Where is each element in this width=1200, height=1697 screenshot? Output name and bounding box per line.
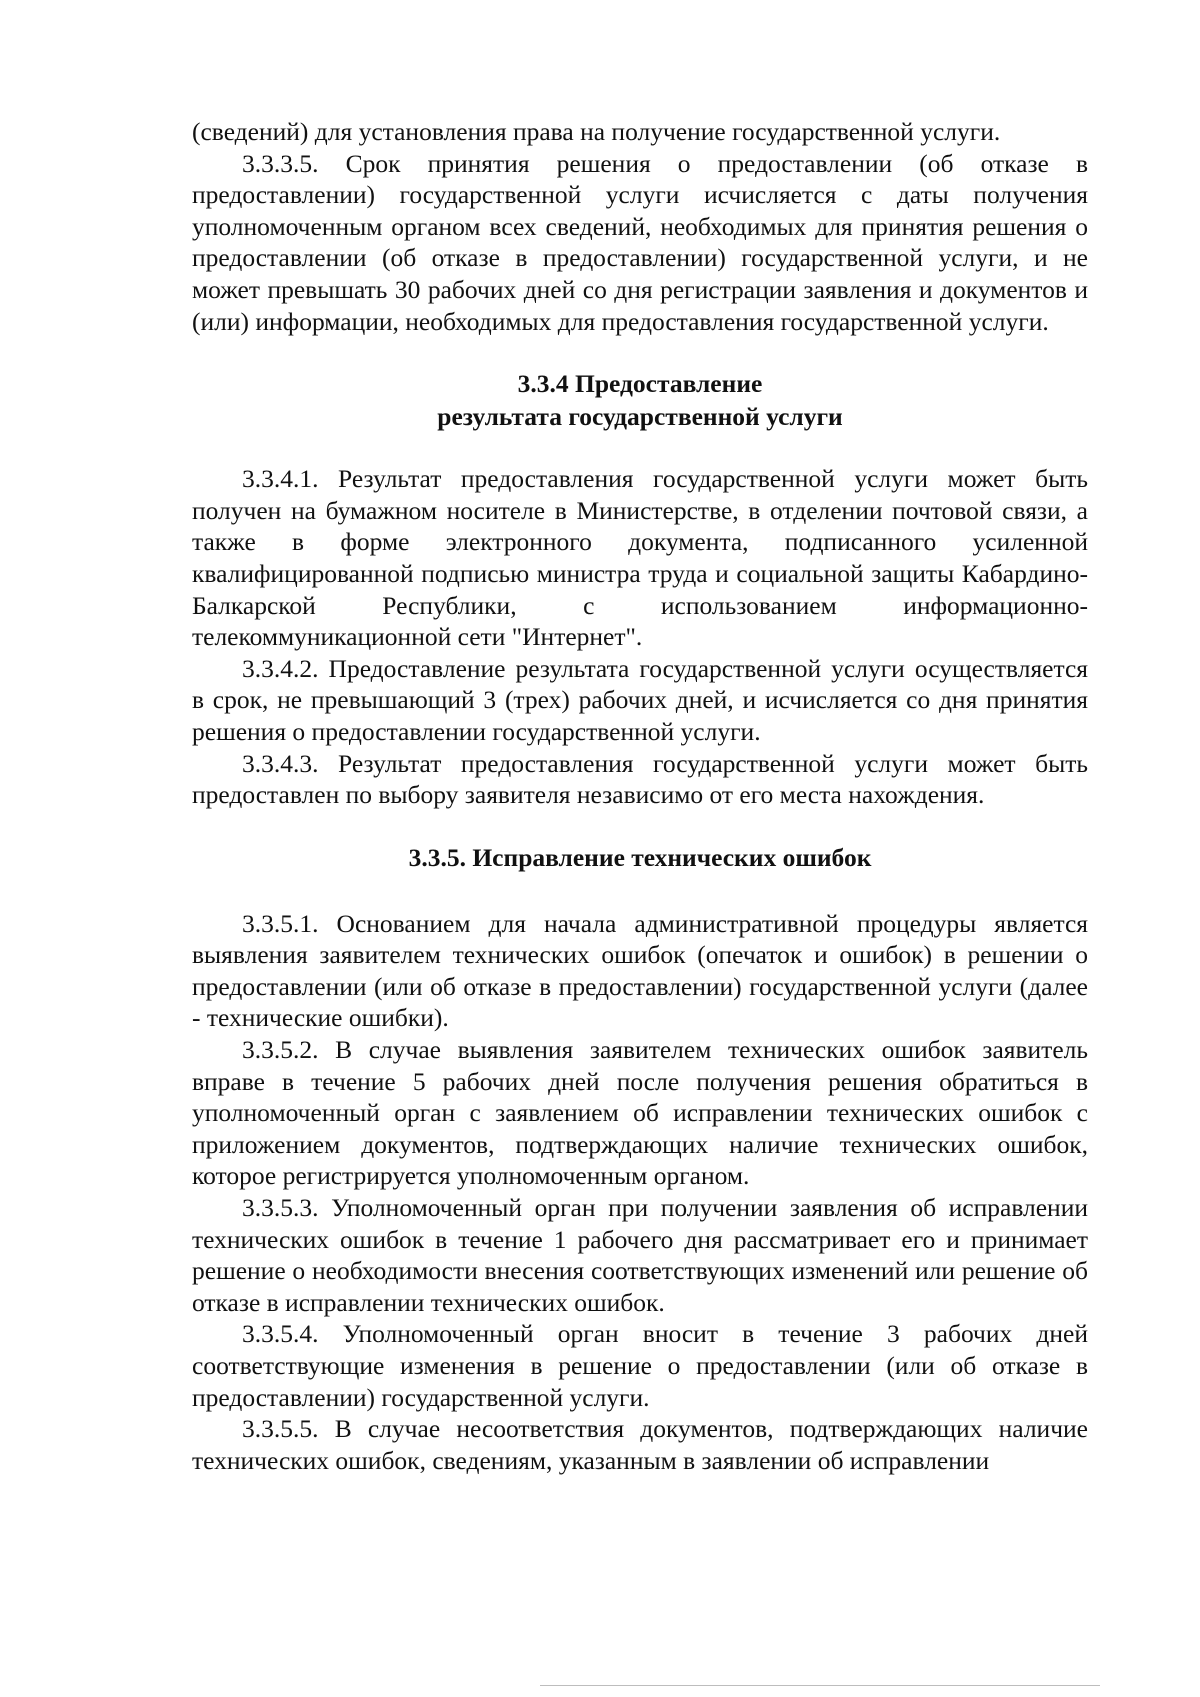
paragraph-3-3-5-4: 3.3.5.4. Уполномоченный орган вносит в течение 3 рабочих дней соответствующие изменения в решение о предоставлении (или об отказе в предоставлении) государственной услуги. bbox=[192, 1319, 1088, 1412]
paragraph-3-3-3-5: 3.3.3.5. Срок принятия решения о предоставлении (об отказе в предоставлении) государственной услуги исчисляется с даты получения уполномоченным органом всех сведений, необходимых для принятия решения о предоставлении (об отказе в предоставлении) государственной услуги, и не может превышать 30 рабочих дней со дня регистрации заявления и документов и (или) информации, необходимых для предоставления государственной услуги. bbox=[192, 148, 1088, 336]
section-3-3-4-heading bbox=[192, 367, 1088, 433]
document-body bbox=[192, 116, 1088, 1476]
paragraph-3-3-5-1: 3.3.5.1. Основанием для начала административной процедуры является выявления заявителем технических ошибок (опечаток и ошибок) в решении о предоставлении (или об отказе в предоставлении) государственной услуги (далее - технические ошибки). bbox=[192, 908, 1088, 1033]
paragraph-3-3-4-3: 3.3.4.3. Результат предоставления государственной услуги может быть предоставлен по выбору заявителя независимо от его места нахождения. bbox=[192, 748, 1088, 810]
section-3-3-5-heading bbox=[192, 841, 1088, 874]
paragraph-3-3-5-3: 3.3.5.3. Уполномоченный орган при получении заявления об исправлении технических ошибок в течение 1 рабочего дня рассматривает его и принимает решение о необходимости внесения соответствующих изменений или решение об отказе в исправлении технических ошибок. bbox=[192, 1193, 1088, 1317]
paragraph-3-3-4-1: 3.3.4.1. Результат предоставления государственной услуги может быть получен на бумажном носителе в Министерстве, в отделении почтовой связи, а также в форме электронного документа, подписанного усиленной квалифицированной подписью министра труда и социальной защиты Кабардино-Балкарской Республики, с использованием информационно-телекоммуникационной сети "Интернет". bbox=[192, 464, 1088, 652]
section-3-3-4-heading-line2: результата государственной услуги bbox=[437, 402, 843, 432]
paragraph-3-3-5-5: 3.3.5.5. В случае несоответствия документов, подтверждающих наличие технических ошибок, сведениям, указанным в заявлении об исправлении bbox=[192, 1414, 1088, 1475]
paragraph-3-3-4-2: 3.3.4.2. Предоставление результата государственной услуги осуществляется в срок, не превышающий 3 (трех) рабочих дней, и исчисляется со дня принятия решения о предоставлении государственной услуги. bbox=[192, 653, 1088, 746]
page-bottom-rule bbox=[540, 1685, 1100, 1686]
section-3-3-4-heading-line1: 3.3.4 Предоставление bbox=[517, 369, 763, 399]
section-3-3-5-heading-text: 3.3.5. Исправление технических ошибок bbox=[408, 842, 872, 872]
paragraph-intro: (сведений) для установления права на получение государственной услуги. bbox=[192, 117, 1001, 146]
paragraph-3-3-5-2: 3.3.5.2. В случае выявления заявителем технических ошибок заявитель вправе в течение 5 рабочих дней после получения решения обратиться в уполномоченный орган с заявлением об исправлении технических ошибок с приложением документов, подтверждающих наличие технических ошибок, которое регистрируется уполномоченным органом. bbox=[192, 1035, 1088, 1191]
